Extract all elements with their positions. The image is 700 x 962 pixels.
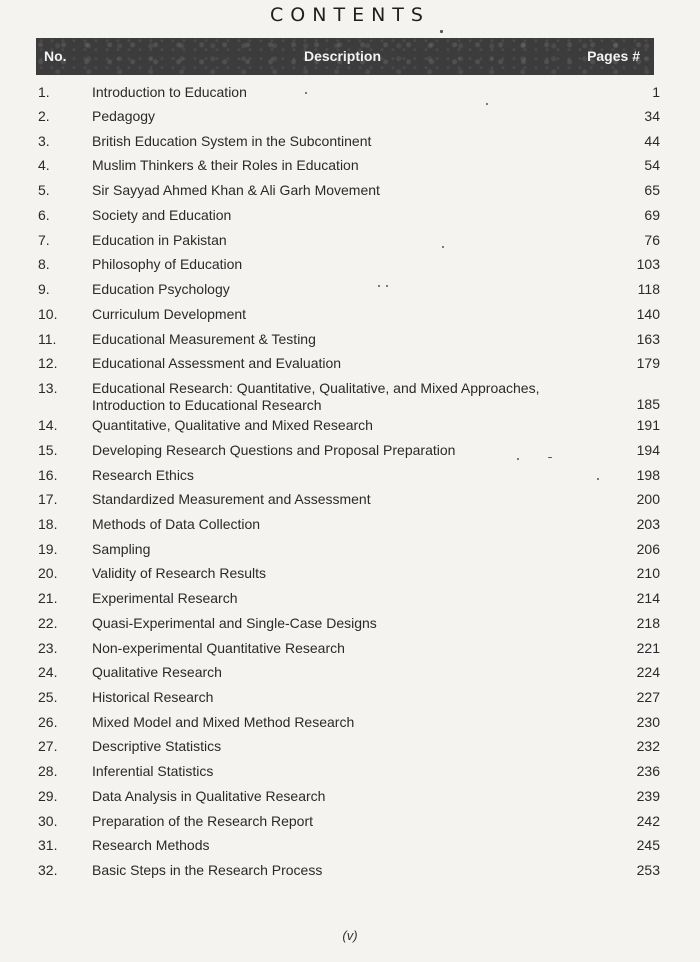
toc-number: 25. [38,689,58,705]
toc-page-number: 200 [636,491,660,507]
toc-page-number: 54 [644,157,660,173]
toc-number: 2. [38,108,50,124]
page-title: CONTENTS [270,4,430,26]
toc-description: Quasi-Experimental and Single-Case Designs [92,615,377,631]
toc-description: Data Analysis in Qualitative Research [92,788,326,804]
toc-description: Sampling [92,541,151,557]
toc-description: Methods of Data Collection [92,516,261,532]
toc-page-number: 227 [636,689,660,705]
toc-number: 20. [38,565,58,581]
toc-number: 14. [38,417,58,433]
toc-description: Mixed Model and Mixed Method Research [92,714,355,730]
toc-page-number: 214 [636,590,660,606]
toc-description: Experimental Research [92,590,238,606]
toc-description: Descriptive Statistics [92,738,222,754]
toc-page-number: 185 [636,396,660,412]
toc-page-number: 253 [636,862,660,878]
toc-number: 7. [38,232,50,248]
toc-number: 13. [38,380,58,396]
toc-number: 3. [38,133,50,149]
toc-description: Education in Pakistan [92,232,227,248]
toc-page-number: 34 [644,108,660,124]
toc-number: 29. [38,788,58,804]
toc-number: 11. [38,331,57,347]
toc-page-number: 245 [636,837,660,853]
toc-number: 16. [38,467,58,483]
toc-page-number: 242 [636,813,660,829]
header-no: No. [44,48,67,64]
toc-page-number: 1 [652,84,660,100]
scan-speck [305,92,307,94]
header-description: Description [304,48,382,64]
toc-number: 22. [38,615,58,631]
toc-number: 18. [38,516,58,532]
toc-number: 21. [38,590,58,606]
toc-number: 31. [38,837,58,853]
toc-page-number: 140 [636,306,660,322]
toc-number: 26. [38,714,58,730]
toc-number: 9. [38,281,50,297]
scan-speck [517,458,519,460]
toc-page-number: 163 [636,331,660,347]
toc-number: 30. [38,813,58,829]
toc-number: 5. [38,182,50,198]
toc-page-number: 76 [644,232,660,248]
toc-page-number: 206 [636,541,660,557]
scan-speck [597,478,599,480]
toc-description: Educational Research: Quantitative, Qualitative, and Mixed Approaches, Introduction to Educational Research [92,380,540,413]
toc-description: Pedagogy [92,108,156,124]
toc-description: Research Ethics [92,467,194,483]
toc-description: Inferential Statistics [92,763,214,779]
toc-page-number: 210 [636,565,660,581]
toc-number: 10. [38,306,58,322]
toc-number: 28. [38,763,58,779]
toc-page-number: 191 [636,417,660,433]
toc-number: 19. [38,541,58,557]
toc-description: Qualitative Research [92,664,222,680]
toc-description: Validity of Research Results [92,565,267,581]
toc-description: Basic Steps in the Research Process [92,862,323,878]
toc-description: Research Methods [92,837,210,853]
toc-page-number: 44 [644,133,660,149]
scan-speck [486,103,488,105]
toc-description: Society and Education [92,207,232,223]
toc-page-number: 236 [636,763,660,779]
toc-description: British Education System in the Subcontinent [92,133,372,149]
toc-number: 4. [38,157,50,173]
header-pages: Pages # [587,48,640,64]
toc-description: Philosophy of Education [92,256,243,272]
page-number-footer: (v) [342,928,358,943]
toc-number: 1. [38,84,50,100]
toc-page-number: 69 [644,207,660,223]
toc-description: Introduction to Education [92,84,247,100]
toc-page-number: 221 [636,640,660,656]
toc-number: 24. [38,664,58,680]
toc-page-number: 239 [636,788,660,804]
toc-page-number: 224 [636,664,660,680]
scan-speck [386,285,388,287]
toc-page-number: 230 [636,714,660,730]
scan-speck [378,285,380,287]
toc-description: Education Psychology [92,281,230,297]
toc-number: 12. [38,355,58,371]
toc-page-number: 218 [636,615,660,631]
toc-description: Quantitative, Qualitative and Mixed Research [92,417,373,433]
toc-number: 6. [38,207,50,223]
toc-description: Non-experimental Quantitative Research [92,640,345,656]
toc-page-number: 65 [644,182,660,198]
toc-description: Curriculum Development [92,306,247,322]
toc-description: Standardized Measurement and Assessment [92,491,371,507]
toc-description: Educational Assessment and Evaluation [92,355,342,371]
toc-page-number: 232 [636,738,660,754]
toc-description: Sir Sayyad Ahmed Khan & Ali Garh Movement [92,182,380,198]
toc-page-number: 118 [637,281,660,297]
scan-speck [442,246,444,248]
toc-page-number: 103 [636,256,660,272]
toc-page-number: 198 [636,467,660,483]
toc-page-number: 179 [636,355,660,371]
scan-speck [548,457,552,458]
toc-page-number: 203 [636,516,660,532]
toc-number: 15. [38,442,58,458]
scan-speck [440,30,443,33]
toc-number: 27. [38,738,58,754]
table-header [36,38,654,75]
toc-number: 8. [38,256,50,272]
toc-description: Historical Research [92,689,214,705]
toc-number: 23. [38,640,58,656]
toc-description: Educational Measurement & Testing [92,331,316,347]
toc-number: 17. [38,491,58,507]
toc-description: Preparation of the Research Report [92,813,314,829]
toc-description: Muslim Thinkers & their Roles in Education [92,157,359,173]
toc-number: 32. [38,862,58,878]
toc-page-number: 194 [636,442,660,458]
toc-description: Developing Research Questions and Proposal Preparation [92,442,456,458]
